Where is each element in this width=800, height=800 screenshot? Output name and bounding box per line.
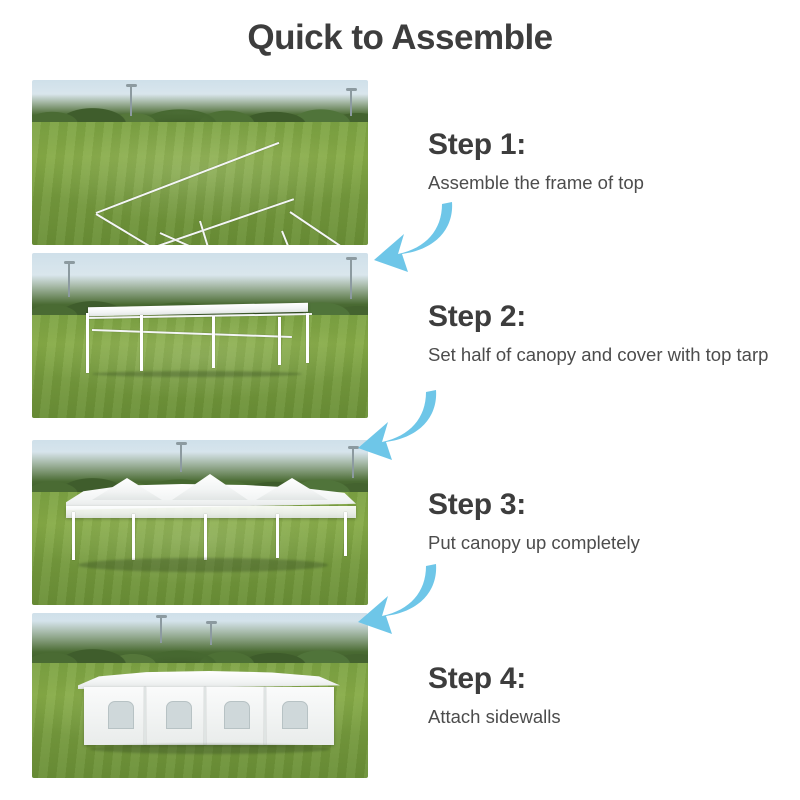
photo-half-canopy-with-tarp [32, 253, 368, 418]
step-4-heading: Step 4: [428, 662, 526, 695]
curved-arrow-icon [368, 200, 460, 272]
scene-3 [32, 440, 368, 605]
scene-2 [32, 253, 368, 418]
step-2-description: Set half of canopy and cover with top tarp [428, 344, 769, 365]
step-4-block [428, 662, 780, 730]
step-2-heading: Step 2: [428, 300, 526, 333]
step-3-block [428, 488, 780, 556]
photo-canopy-up-completely [32, 440, 368, 605]
curved-arrow-icon [352, 562, 444, 634]
scene-1 [32, 80, 368, 245]
photo-frame-of-top-on-grass [32, 80, 368, 245]
scene-4 [32, 613, 368, 778]
step-2-block [428, 300, 780, 368]
step-3-description: Put canopy up completely [428, 532, 640, 553]
curved-arrow-icon [352, 388, 444, 460]
step-1-block [428, 128, 780, 196]
photo-canopy-with-sidewalls [32, 613, 368, 778]
step-1-description: Assemble the frame of top [428, 172, 644, 193]
page-title: Quick to Assemble [247, 18, 553, 57]
step-1-heading: Step 1: [428, 128, 526, 161]
step-3-heading: Step 3: [428, 488, 526, 521]
step-4-description: Attach sidewalls [428, 706, 561, 727]
